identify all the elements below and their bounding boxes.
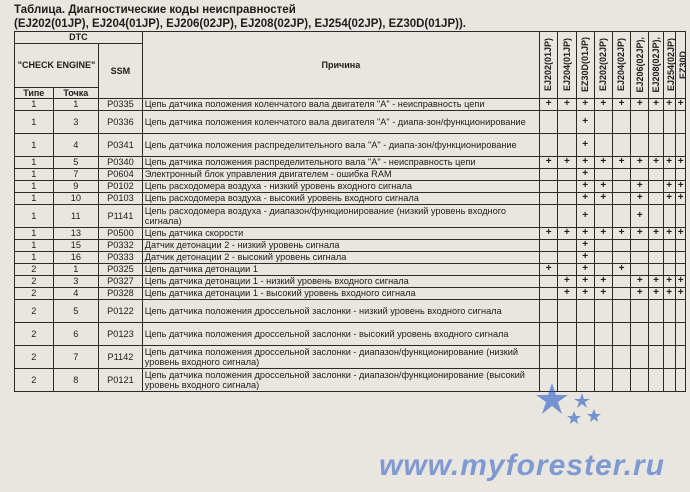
cell-engine-mark xyxy=(612,181,630,193)
header-engine-1: EJ202(01JP) xyxy=(540,32,558,99)
cell-engine-mark xyxy=(663,346,675,369)
cell-reason: Цепь датчика детонации 1 - высокий уровень входного сигнала xyxy=(142,288,539,300)
cell-engine-mark xyxy=(649,369,663,392)
cell-engine-mark xyxy=(612,276,630,288)
cell-type: 1 xyxy=(15,181,54,193)
cell-engine-mark xyxy=(576,346,594,369)
cell-engine-mark: + xyxy=(631,205,649,228)
cell-engine-mark: + xyxy=(649,99,663,111)
cell-type: 2 xyxy=(15,369,54,392)
cell-reason: Цепь датчика детонации 1 xyxy=(142,264,539,276)
cell-reason: Электронный блок управления двигателем - ошибка RAM xyxy=(142,169,539,181)
cell-engine-mark: + xyxy=(631,193,649,205)
cell-type: 1 xyxy=(15,193,54,205)
header-engine-5: EJ204(02JP) xyxy=(612,32,630,99)
star-small-2 xyxy=(567,411,581,424)
cell-reason: Цепь датчика скорости xyxy=(142,228,539,240)
cell-engine-mark xyxy=(558,181,576,193)
cell-engine-mark: + xyxy=(649,228,663,240)
cell-ssm: P0121 xyxy=(99,369,143,392)
cell-engine-mark xyxy=(594,169,612,181)
table-row xyxy=(15,240,686,252)
table-row xyxy=(15,264,686,276)
cell-engine-mark xyxy=(649,169,663,181)
cell-engine-mark: + xyxy=(631,228,649,240)
cell-engine-mark: + xyxy=(558,228,576,240)
cell-engine-mark xyxy=(558,193,576,205)
cell-ssm: P0332 xyxy=(99,240,143,252)
cell-engine-mark xyxy=(631,134,649,157)
cell-engine-mark xyxy=(540,134,558,157)
cell-point: 5 xyxy=(53,157,99,169)
cell-engine-mark xyxy=(612,252,630,264)
watermark-text: www.myforester.ru xyxy=(379,449,665,482)
cell-engine-mark xyxy=(649,205,663,228)
header-point: Точка xyxy=(53,87,99,99)
cell-engine-mark: + xyxy=(540,157,558,169)
cell-engine-mark: + xyxy=(612,264,630,276)
cell-engine-mark xyxy=(558,300,576,323)
cell-engine-mark: + xyxy=(631,276,649,288)
header-dtc: DTC xyxy=(15,32,143,44)
cell-engine-mark: + xyxy=(576,264,594,276)
table-body xyxy=(15,99,686,392)
header-engine-2: EJ204(01JP) xyxy=(558,32,576,99)
cell-engine-mark: + xyxy=(576,193,594,205)
cell-point: 8 xyxy=(53,369,99,392)
cell-engine-mark: + xyxy=(663,99,675,111)
cell-engine-mark: + xyxy=(675,288,685,300)
cell-engine-mark xyxy=(631,252,649,264)
cell-reason: Цепь расходомера воздуха - диапазон/функционирование (низкий уровень входного сигнала) xyxy=(142,205,539,228)
cell-engine-mark: + xyxy=(663,157,675,169)
table-row xyxy=(15,169,686,181)
cell-engine-mark: + xyxy=(675,157,685,169)
cell-type: 1 xyxy=(15,134,54,157)
cell-type: 1 xyxy=(15,205,54,228)
cell-reason: Цепь датчика положения распределительного вала "А" - неисправность цепи xyxy=(142,157,539,169)
header-check-engine: "CHECK ENGINE" xyxy=(15,43,99,87)
cell-engine-mark: + xyxy=(576,157,594,169)
header-type: Типе xyxy=(15,87,54,99)
cell-engine-mark xyxy=(558,169,576,181)
table-row xyxy=(15,193,686,205)
cell-point: 3 xyxy=(53,111,99,134)
cell-engine-mark xyxy=(540,240,558,252)
watermark xyxy=(205,447,685,489)
cell-engine-mark: + xyxy=(576,276,594,288)
header-engine-6: EJ206(02JP), xyxy=(631,32,649,99)
cell-engine-mark: + xyxy=(558,288,576,300)
cell-engine-mark xyxy=(663,252,675,264)
cell-point: 3 xyxy=(53,276,99,288)
cell-engine-mark xyxy=(612,205,630,228)
cell-engine-mark xyxy=(675,323,685,346)
cell-point: 15 xyxy=(53,240,99,252)
cell-engine-mark xyxy=(558,240,576,252)
cell-engine-mark xyxy=(631,240,649,252)
cell-type: 2 xyxy=(15,276,54,288)
table-row xyxy=(15,323,686,346)
cell-engine-mark xyxy=(649,346,663,369)
cell-reason: Цепь расходомера воздуха - низкий уровень входного сигнала xyxy=(142,181,539,193)
cell-engine-mark xyxy=(558,252,576,264)
header-engine-9: EZ30D xyxy=(675,32,685,99)
cell-engine-mark xyxy=(675,134,685,157)
cell-point: 9 xyxy=(53,181,99,193)
cell-ssm: P0336 xyxy=(99,111,143,134)
cell-engine-mark xyxy=(540,111,558,134)
cell-point: 6 xyxy=(53,323,99,346)
cell-engine-mark: + xyxy=(631,157,649,169)
cell-engine-mark: + xyxy=(540,99,558,111)
cell-point: 10 xyxy=(53,193,99,205)
cell-engine-mark: + xyxy=(576,288,594,300)
cell-ssm: P0604 xyxy=(99,169,143,181)
cell-engine-mark xyxy=(649,323,663,346)
cell-point: 7 xyxy=(53,169,99,181)
cell-engine-mark xyxy=(594,264,612,276)
cell-engine-mark xyxy=(612,169,630,181)
cell-engine-mark xyxy=(663,369,675,392)
cell-engine-mark xyxy=(675,240,685,252)
header-engine-8: EJ254(02JP) xyxy=(663,32,675,99)
cell-ssm: P1142 xyxy=(99,346,143,369)
cell-engine-mark xyxy=(558,134,576,157)
header-ssm: SSM xyxy=(99,43,143,99)
cell-engine-mark xyxy=(540,323,558,346)
cell-engine-mark: + xyxy=(663,193,675,205)
cell-engine-mark: + xyxy=(612,157,630,169)
cell-type: 2 xyxy=(15,288,54,300)
cell-engine-mark xyxy=(594,323,612,346)
cell-ssm: P0325 xyxy=(99,264,143,276)
cell-engine-mark xyxy=(540,169,558,181)
cell-engine-mark: + xyxy=(594,276,612,288)
cell-engine-mark xyxy=(631,300,649,323)
cell-type: 1 xyxy=(15,99,54,111)
cell-point: 11 xyxy=(53,205,99,228)
cell-engine-mark: + xyxy=(594,99,612,111)
table-row xyxy=(15,134,686,157)
cell-engine-mark xyxy=(663,300,675,323)
cell-engine-mark xyxy=(558,264,576,276)
cell-engine-mark xyxy=(594,300,612,323)
cell-engine-mark: + xyxy=(663,181,675,193)
table-row xyxy=(15,99,686,111)
cell-engine-mark xyxy=(594,111,612,134)
header-engine-3: EZ30D(01JP) xyxy=(576,32,594,99)
table-row xyxy=(15,111,686,134)
cell-reason: Цепь датчика положения коленчатого вала двигателя "А" - неисправность цепи xyxy=(142,99,539,111)
cell-reason: Датчик детонации 2 - низкий уровень сигнала xyxy=(142,240,539,252)
cell-engine-mark xyxy=(631,264,649,276)
cell-engine-mark xyxy=(540,288,558,300)
cell-engine-mark xyxy=(612,111,630,134)
star-small-1 xyxy=(574,393,590,408)
cell-engine-mark xyxy=(631,369,649,392)
cell-engine-mark xyxy=(663,323,675,346)
cell-engine-mark xyxy=(649,181,663,193)
cell-engine-mark xyxy=(612,134,630,157)
cell-engine-mark xyxy=(594,346,612,369)
table-row xyxy=(15,288,686,300)
cell-engine-mark xyxy=(649,193,663,205)
cell-engine-mark xyxy=(558,205,576,228)
cell-type: 1 xyxy=(15,111,54,134)
cell-engine-mark xyxy=(576,323,594,346)
cell-engine-mark: + xyxy=(576,205,594,228)
cell-reason: Цепь датчика положения коленчатого вала двигателя "А" - диапа-зон/функционирование xyxy=(142,111,539,134)
cell-type: 2 xyxy=(15,323,54,346)
cell-engine-mark xyxy=(649,300,663,323)
cell-point: 7 xyxy=(53,346,99,369)
cell-engine-mark: + xyxy=(558,99,576,111)
cell-engine-mark xyxy=(649,134,663,157)
cell-type: 2 xyxy=(15,264,54,276)
cell-engine-mark: + xyxy=(594,181,612,193)
cell-engine-mark: + xyxy=(675,276,685,288)
cell-ssm: P1141 xyxy=(99,205,143,228)
cell-engine-mark xyxy=(631,323,649,346)
cell-engine-mark xyxy=(675,346,685,369)
cell-engine-mark xyxy=(663,134,675,157)
cell-type: 2 xyxy=(15,346,54,369)
cell-ssm: P0123 xyxy=(99,323,143,346)
cell-engine-mark xyxy=(675,369,685,392)
cell-point: 1 xyxy=(53,264,99,276)
cell-engine-mark: + xyxy=(663,228,675,240)
cell-engine-mark xyxy=(675,252,685,264)
cell-type: 1 xyxy=(15,228,54,240)
caption-line-1: Таблица. Диагностические коды неисправностей xyxy=(14,4,296,16)
cell-engine-mark xyxy=(675,264,685,276)
cell-ssm: P0328 xyxy=(99,288,143,300)
cell-engine-mark: + xyxy=(576,228,594,240)
cell-engine-mark xyxy=(631,346,649,369)
cell-engine-mark: + xyxy=(675,181,685,193)
cell-engine-mark: + xyxy=(558,276,576,288)
cell-engine-mark: + xyxy=(631,181,649,193)
cell-engine-mark xyxy=(663,205,675,228)
cell-engine-mark: + xyxy=(631,99,649,111)
cell-ssm: P0333 xyxy=(99,252,143,264)
cell-engine-mark: + xyxy=(612,99,630,111)
cell-point: 16 xyxy=(53,252,99,264)
cell-engine-mark: + xyxy=(540,228,558,240)
cell-engine-mark xyxy=(612,323,630,346)
cell-type: 2 xyxy=(15,300,54,323)
cell-engine-mark: + xyxy=(594,157,612,169)
cell-engine-mark xyxy=(675,169,685,181)
cell-ssm: P0122 xyxy=(99,300,143,323)
cell-engine-mark xyxy=(631,111,649,134)
cell-engine-mark xyxy=(663,240,675,252)
cell-engine-mark xyxy=(663,111,675,134)
table-row xyxy=(15,205,686,228)
cell-point: 1 xyxy=(53,99,99,111)
cell-ssm: P0102 xyxy=(99,181,143,193)
table-row xyxy=(15,181,686,193)
cell-engine-mark xyxy=(675,205,685,228)
cell-engine-mark: + xyxy=(576,240,594,252)
stars-logo xyxy=(530,375,610,435)
cell-engine-mark: + xyxy=(576,134,594,157)
cell-engine-mark: + xyxy=(612,228,630,240)
cell-engine-mark xyxy=(540,205,558,228)
cell-ssm: P0340 xyxy=(99,157,143,169)
cell-engine-mark xyxy=(558,346,576,369)
table-row xyxy=(15,228,686,240)
cell-engine-mark xyxy=(540,193,558,205)
cell-engine-mark: + xyxy=(649,276,663,288)
table-row xyxy=(15,346,686,369)
cell-reason: Цепь датчика положения дроссельной заслонки - низкий уровень входного сигнала xyxy=(142,300,539,323)
cell-type: 1 xyxy=(15,252,54,264)
cell-type: 1 xyxy=(15,240,54,252)
cell-engine-mark: + xyxy=(576,252,594,264)
cell-engine-mark: + xyxy=(540,264,558,276)
cell-point: 5 xyxy=(53,300,99,323)
cell-engine-mark: + xyxy=(631,288,649,300)
cell-engine-mark xyxy=(594,134,612,157)
cell-ssm: P0500 xyxy=(99,228,143,240)
cell-point: 4 xyxy=(53,288,99,300)
table-row xyxy=(15,157,686,169)
cell-engine-mark xyxy=(540,276,558,288)
cell-engine-mark xyxy=(663,264,675,276)
cell-engine-mark xyxy=(540,181,558,193)
cell-engine-mark: + xyxy=(675,228,685,240)
table-row xyxy=(15,252,686,264)
star-large xyxy=(536,383,568,414)
cell-engine-mark xyxy=(649,264,663,276)
cell-engine-mark xyxy=(675,111,685,134)
cell-point: 4 xyxy=(53,134,99,157)
cell-engine-mark xyxy=(649,111,663,134)
cell-engine-mark xyxy=(612,300,630,323)
header-engine-4: EJ202(02JP) xyxy=(594,32,612,99)
cell-engine-mark xyxy=(540,252,558,264)
cell-engine-mark xyxy=(631,169,649,181)
cell-ssm: P0103 xyxy=(99,193,143,205)
table-caption xyxy=(14,3,684,31)
cell-type: 1 xyxy=(15,157,54,169)
cell-type: 1 xyxy=(15,169,54,181)
cell-ssm: P0327 xyxy=(99,276,143,288)
cell-engine-mark: + xyxy=(663,288,675,300)
cell-engine-mark xyxy=(558,323,576,346)
star-small-3 xyxy=(587,409,601,422)
cell-engine-mark xyxy=(612,369,630,392)
cell-engine-mark xyxy=(663,169,675,181)
cell-engine-mark: + xyxy=(675,99,685,111)
diagnostic-codes-table xyxy=(14,31,686,392)
cell-engine-mark: + xyxy=(576,99,594,111)
cell-engine-mark xyxy=(576,300,594,323)
cell-point: 13 xyxy=(53,228,99,240)
cell-engine-mark xyxy=(612,193,630,205)
cell-reason: Цепь датчика положения дроссельной заслонки - высокий уровень входного сигнала xyxy=(142,323,539,346)
cell-engine-mark xyxy=(558,111,576,134)
header-engine-7: EJ208(02JP), xyxy=(649,32,663,99)
cell-reason: Цепь датчика положения дроссельной заслонки - диапазон/функционирование (высокий уровень входного сигнала) xyxy=(142,369,539,392)
cell-engine-mark: + xyxy=(663,276,675,288)
cell-reason: Цепь датчика детонации 1 - низкий уровень входного сигнала xyxy=(142,276,539,288)
cell-engine-mark xyxy=(612,240,630,252)
table-row xyxy=(15,276,686,288)
cell-engine-mark: + xyxy=(594,288,612,300)
cell-engine-mark xyxy=(594,240,612,252)
cell-engine-mark xyxy=(649,240,663,252)
cell-reason: Цепь датчика положения распределительного вала "А" - диапа-зон/функционирование xyxy=(142,134,539,157)
cell-engine-mark: + xyxy=(576,181,594,193)
cell-engine-mark: + xyxy=(576,169,594,181)
table-row xyxy=(15,300,686,323)
cell-engine-mark: + xyxy=(675,193,685,205)
cell-engine-mark: + xyxy=(594,228,612,240)
cell-engine-mark xyxy=(612,288,630,300)
cell-engine-mark: + xyxy=(649,157,663,169)
cell-reason: Цепь датчика положения дроссельной заслонки - диапазон/функционирование (низкий уровень входного сигнала) xyxy=(142,346,539,369)
cell-engine-mark xyxy=(612,346,630,369)
cell-engine-mark xyxy=(675,300,685,323)
cell-engine-mark: + xyxy=(649,288,663,300)
cell-engine-mark xyxy=(540,300,558,323)
cell-ssm: P0335 xyxy=(99,99,143,111)
cell-engine-mark xyxy=(594,252,612,264)
cell-engine-mark: + xyxy=(558,157,576,169)
cell-engine-mark xyxy=(649,252,663,264)
cell-engine-mark: + xyxy=(594,193,612,205)
cell-ssm: P0341 xyxy=(99,134,143,157)
cell-engine-mark xyxy=(594,205,612,228)
header-reason: Причина xyxy=(142,32,539,99)
cell-reason: Датчик детонации 2 - высокий уровень сигнала xyxy=(142,252,539,264)
caption-line-2: (EJ202(01JP), EJ204(01JP), EJ206(02JP), EJ208(02JP), EJ254(02JP), EZ30D(01JP)). xyxy=(14,18,466,30)
cell-engine-mark: + xyxy=(576,111,594,134)
cell-reason: Цепь расходомера воздуха - высокий уровень входного сигнала xyxy=(142,193,539,205)
cell-engine-mark xyxy=(540,346,558,369)
